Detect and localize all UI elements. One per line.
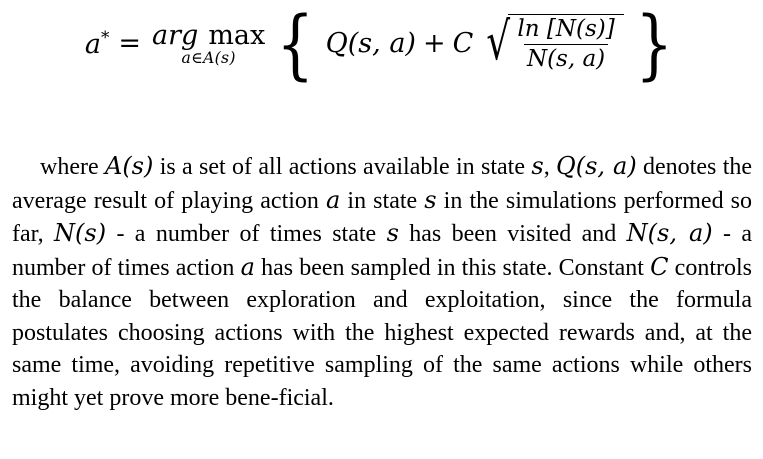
text-segment: has been sampled in this state. Constant (254, 254, 651, 281)
equation-uct (0, 0, 763, 88)
math-c: C (650, 252, 669, 281)
text-segment: , (543, 154, 557, 180)
equation-plus-sign: + (422, 28, 446, 60)
equation-max-label: max (208, 19, 266, 51)
math-s: s (531, 152, 544, 180)
equation-arg-label: arg (152, 19, 199, 51)
equation-radicand (508, 14, 623, 73)
equation-fraction-numerator: ln [N(s)] (517, 16, 615, 43)
text-segment: in the simulations performed so far, (12, 187, 753, 247)
radical-icon: √ (486, 12, 511, 73)
text-segment: where (40, 154, 105, 180)
text-segment: denotes the average result of playing action (12, 154, 753, 214)
equation-square-root (477, 14, 623, 73)
equation-equals-sign: = (118, 28, 142, 60)
equation-fraction (514, 17, 617, 73)
equation-argmax-top (152, 19, 266, 51)
text-segment: in state (340, 187, 425, 214)
math-n-of-s: N(s) (54, 219, 107, 247)
math-n-s-a: N(s, a) (626, 219, 713, 247)
equation-fraction-denominator: N(s, a) (524, 44, 608, 73)
equation-right-brace: } (635, 0, 673, 88)
math-a: a (326, 185, 341, 214)
equation-row (84, 0, 678, 88)
text-segment: - a number of times action (12, 221, 753, 281)
equation-argmax-subscript: a∈A(s) (181, 47, 236, 67)
equation-left-brace: { (276, 0, 315, 88)
equation-lhs-superscript: * (101, 27, 110, 48)
equation-argmax-operator (152, 19, 266, 67)
text-segment: - a number of times state (106, 221, 387, 247)
text-segment: has been visited and (398, 221, 627, 247)
body-paragraph (12, 150, 752, 414)
equation-inner-expression (322, 14, 628, 73)
math-s: s (386, 219, 399, 247)
math-s: s (424, 185, 437, 214)
math-a: a (240, 252, 255, 281)
text-segment: is a set of all actions available in state (153, 154, 532, 180)
equation-q-term: Q(s, a) (325, 28, 416, 60)
math-q-s-a: Q(s, a) (556, 152, 637, 180)
text-segment: controls the balance between exploration and exploitation, since the formula postulates choosing actions with the highest expected rewards and, at the same time, avoiding repetitive sampling of the same actions while others might yet prove more bene-ficial. (12, 254, 752, 411)
equation-constant-c: C (452, 28, 474, 60)
math-a-of-s: A(s) (104, 152, 154, 180)
equation-lhs: a* (84, 27, 110, 61)
